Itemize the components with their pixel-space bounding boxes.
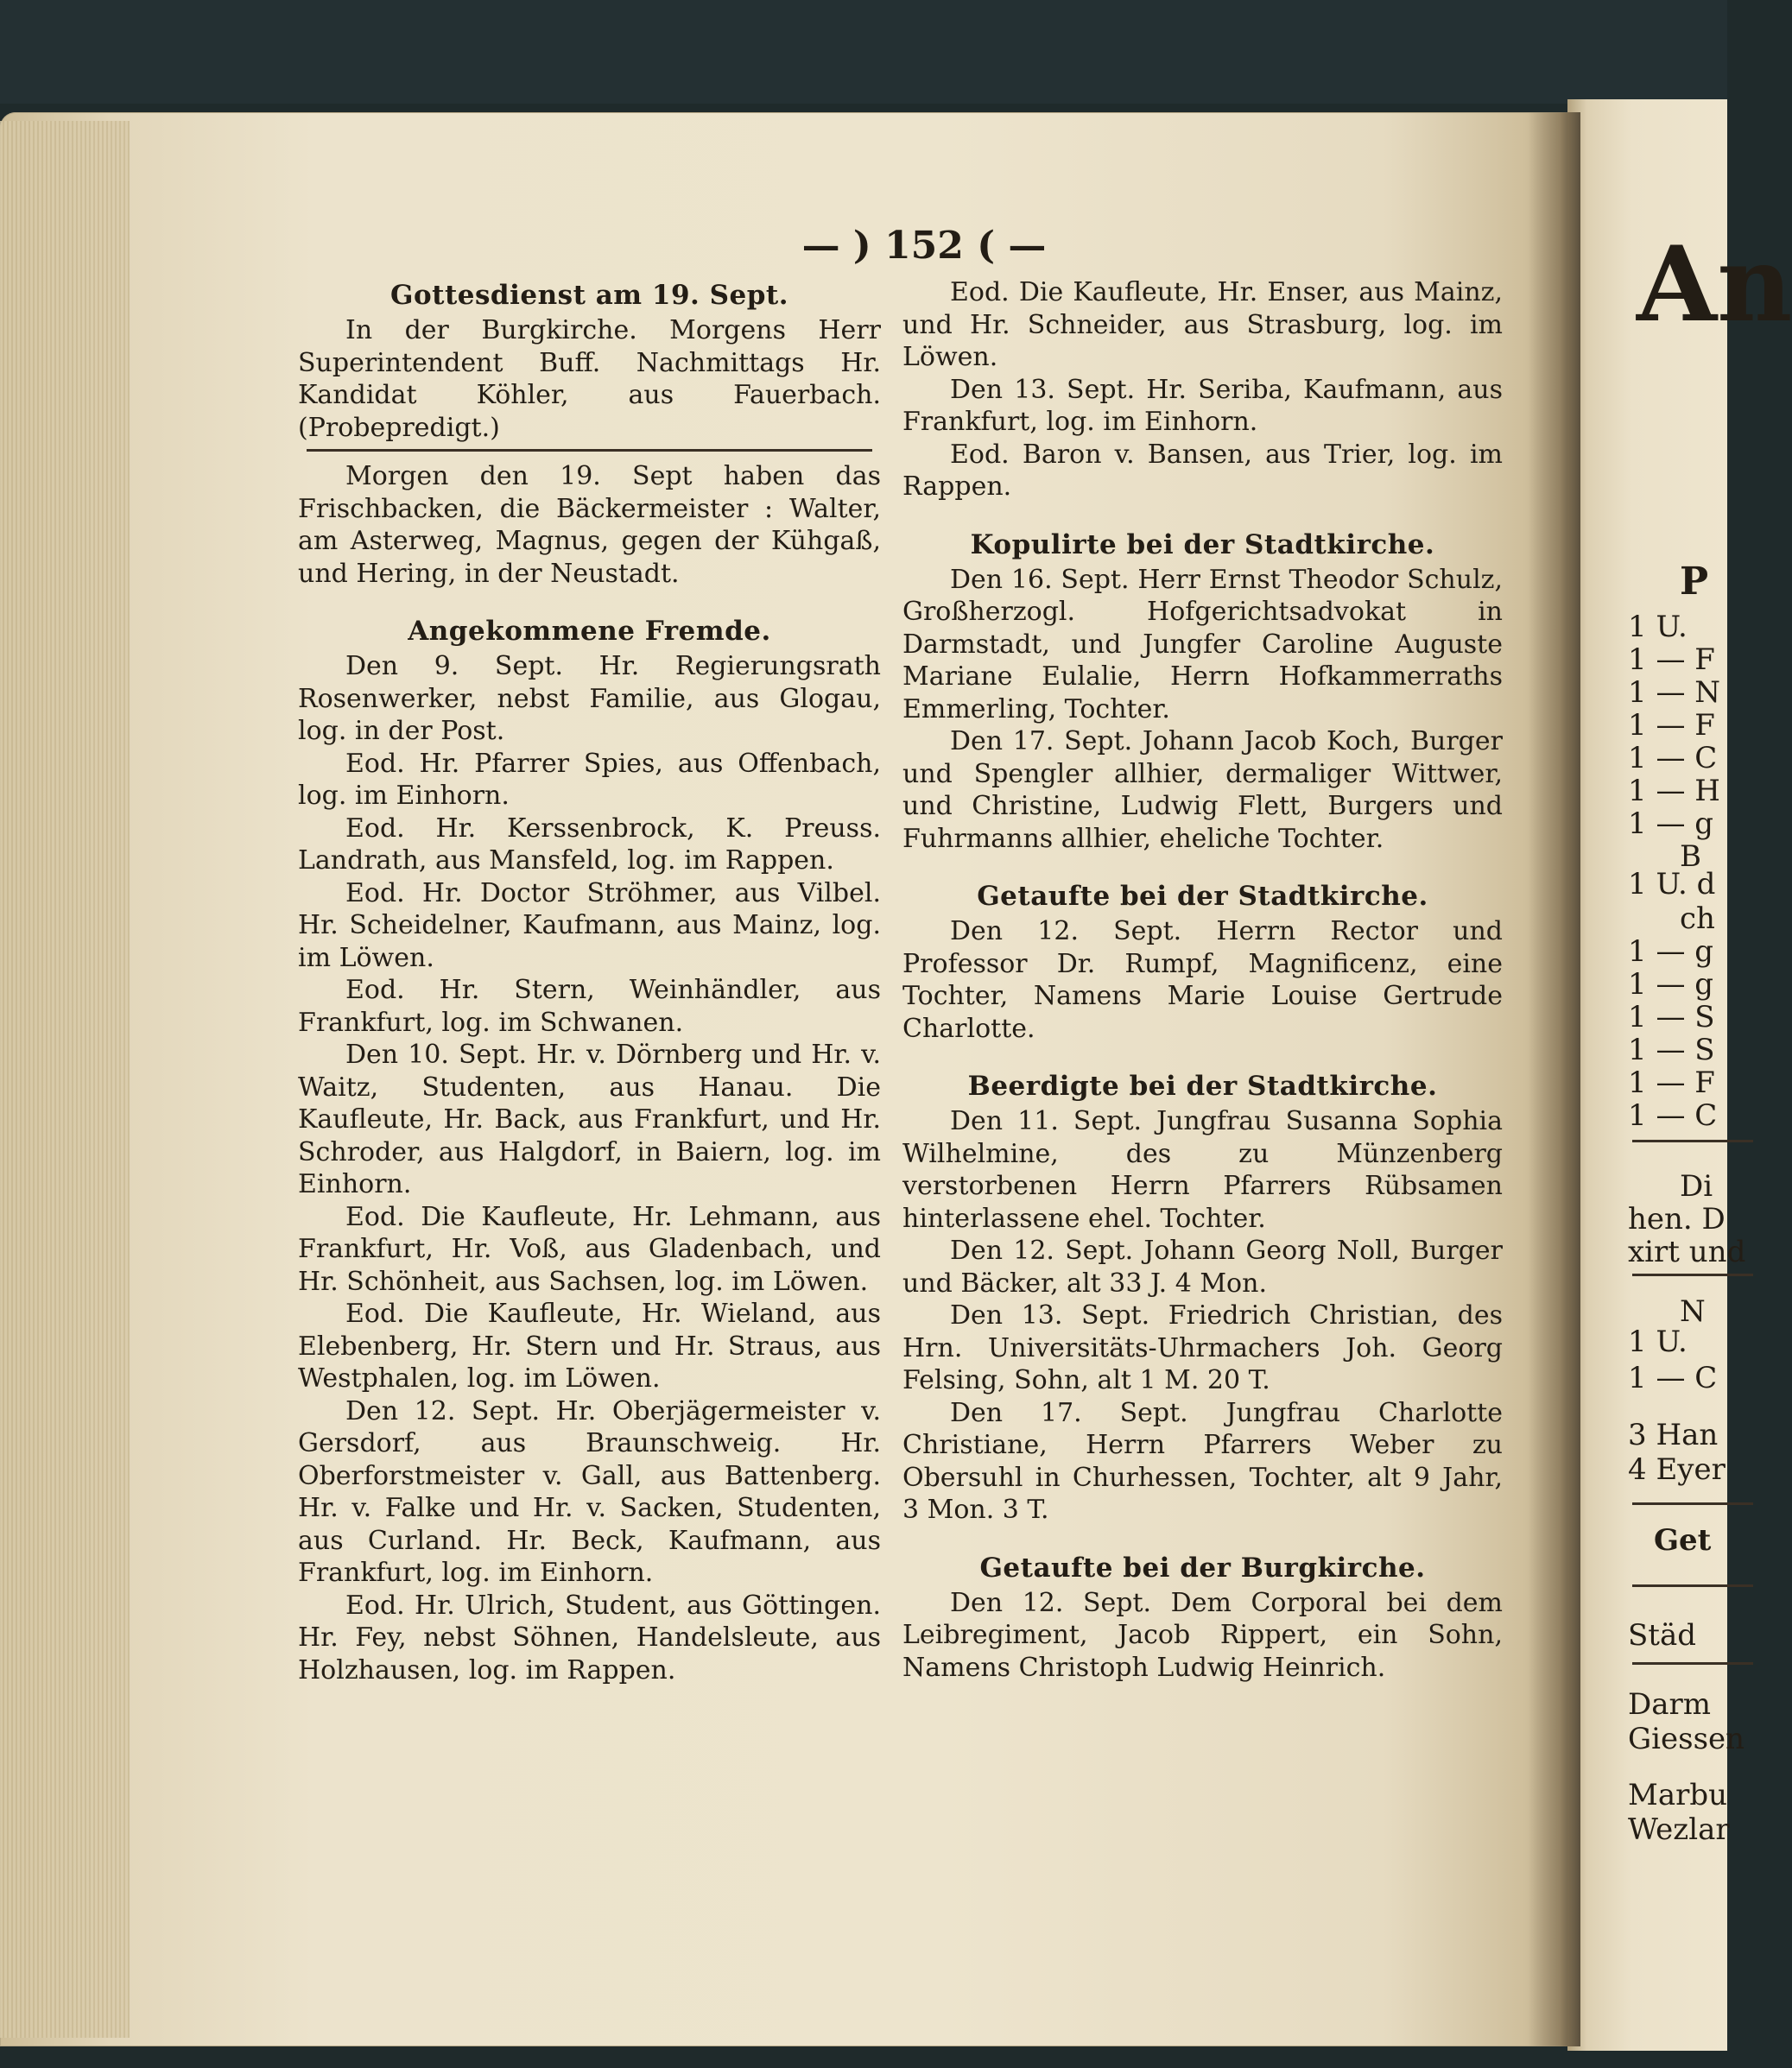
entry-paragraph: Den 11. Sept. Jungfrau Susanna Sophia Wilhelmine, des zu Münzenberg verstorbenen Herrn Pfarrers Rübsamen hinterlassene ehel. Tochter. <box>902 1106 1503 1234</box>
facing-page-line: Wezlar <box>1628 1812 1730 1847</box>
open-book <box>0 95 1792 2068</box>
facing-page-line: P <box>1680 560 1709 604</box>
entry-paragraph: Den 12. Sept. Dem Corporal bei dem Leibregiment, Jacob Rippert, ein Sohn, Namens Christoph Ludwig Heinrich. <box>902 1587 1503 1683</box>
spacer <box>902 1527 1503 1549</box>
facing-page-line: Get <box>1654 1523 1712 1558</box>
left-text-column <box>298 276 881 1686</box>
entry-paragraph: Den 12. Sept. Johann Georg Noll, Burger und Bäcker, alt 33 J. 4 Mon. <box>902 1236 1503 1299</box>
facing-page-line: Marbu <box>1628 1778 1727 1812</box>
entry-paragraph: Eod. Hr. Stern, Weinhändler, aus Frankfurt, log. im Schwanen. <box>298 975 881 1038</box>
facing-page-line: 1 — S <box>1628 1033 1715 1067</box>
facing-page-line: 1 — g <box>1628 806 1714 841</box>
facing-page-line: 1 — C <box>1628 741 1718 775</box>
book-gutter <box>1529 112 1580 2046</box>
facing-page-line: xirt und <box>1628 1235 1746 1269</box>
facing-page-rule <box>1632 1502 1753 1505</box>
section-heading: Getaufte bei der Stadtkirche. <box>977 881 1428 912</box>
entry-paragraph: Den 17. Sept. Jungfrau Charlotte Christiane, Herrn Pfarrers Weber zu Obersuhl in Churhessen, Tochter, alt 9 Jahr, 3 Mon. 3 T. <box>902 1397 1503 1525</box>
page-number: — ) 152 ( — <box>801 224 1047 268</box>
entry-paragraph: Den 13. Sept. Hr. Seriba, Kaufmann, aus Frankfurt, log. im Einhorn. <box>902 374 1503 437</box>
section-heading: Kopulirte bei der Stadtkirche. <box>970 528 1435 560</box>
section-divider <box>307 449 872 452</box>
facing-page-line: 1 — g <box>1628 967 1714 1002</box>
entry-paragraph: Morgen den 19. Sept haben das Frischbacken, die Bäckermeister : Walter, am Asterweg, Magnus, gegen der Kühgaß, und Hering, in der Neustadt. <box>298 461 881 589</box>
facing-page-line: B <box>1680 839 1701 874</box>
spacer <box>902 855 1503 877</box>
facing-page-title: An <box>1637 224 1792 345</box>
entry-paragraph: Eod. Hr. Doctor Ströhmer, aus Vilbel. Hr. Scheidelner, Kaufmann, aus Mainz, log. im Löwen. <box>298 877 881 973</box>
right-page-fragment <box>1567 99 1792 2051</box>
facing-page-line: Giessen <box>1628 1722 1745 1756</box>
facing-page-line: 1 — g <box>1628 934 1714 969</box>
section-heading: Beerdigte bei der Stadtkirche. <box>967 1071 1438 1102</box>
spacer <box>902 1045 1503 1067</box>
entry-paragraph: Eod. Die Kaufleute, Hr. Enser, aus Mainz, und Hr. Schneider, aus Strasburg, log. im Löwen. <box>902 277 1503 372</box>
spacer <box>902 503 1503 526</box>
facing-page-line: 1 — F <box>1628 708 1715 743</box>
facing-page-rule <box>1632 1274 1753 1276</box>
facing-page-line: 3 Han <box>1628 1418 1719 1452</box>
facing-page-rule <box>1632 1140 1753 1142</box>
facing-page-line: Städ <box>1628 1618 1696 1653</box>
facing-page-line: 1 — H <box>1628 774 1720 808</box>
facing-page-line: 1 U. d <box>1628 867 1716 901</box>
section-heading: Gottesdienst am 19. Sept. <box>389 280 789 311</box>
facing-page-text <box>1567 99 1792 2051</box>
facing-page-line: 1 — C <box>1628 1098 1718 1133</box>
facing-page-line: 1 — N <box>1628 675 1720 710</box>
facing-page-line: N <box>1680 1294 1706 1329</box>
right-text-column <box>902 276 1503 1684</box>
entry-paragraph: Den 12. Sept. Herrn Rector und Professor Dr. Rumpf, Magnificenz, eine Tochter, Namens Marie Louise Gertrude Charlotte. <box>902 916 1503 1044</box>
facing-page-line: 1 — S <box>1628 1000 1715 1034</box>
scan-background <box>0 0 1727 104</box>
entry-paragraph: Eod. Hr. Kerssenbrock, K. Preuss. Landrath, aus Mansfeld, log. im Rappen. <box>298 813 881 876</box>
facing-page-line: 1 — F <box>1628 642 1715 677</box>
spacer <box>298 590 881 612</box>
facing-page-line: Di <box>1680 1169 1713 1204</box>
facing-page-line: 1 — C <box>1628 1361 1718 1395</box>
page-edges <box>0 121 130 2038</box>
entry-paragraph: Den 9. Sept. Hr. Regierungsrath Rosenwerker, nebst Familie, aus Glogau, log. in der Post. <box>298 651 881 746</box>
facing-page-rule <box>1632 1662 1753 1665</box>
entry-paragraph: Eod. Die Kaufleute, Hr. Wieland, aus Elebenberg, Hr. Stern und Hr. Straus, aus Westphalen, log. im Löwen. <box>298 1299 881 1394</box>
facing-page-line: hen. D <box>1628 1202 1726 1236</box>
entry-paragraph: Eod. Hr. Pfarrer Spies, aus Offenbach, log. im Einhorn. <box>298 748 881 811</box>
entry-paragraph: Den 12. Sept. Hr. Oberjägermeister v. Gersdorf, aus Braunschweig. Hr. Oberforstmeister v. Gall, aus Battenberg. Hr. v. Falke und Hr. v. Sacken, Studenten, aus Curland. Hr. Beck, Kaufmann, aus Frankfurt, log. im Einhorn. <box>298 1395 881 1588</box>
section-heading: Angekommene Fremde. <box>408 616 771 647</box>
entry-paragraph: In der Burgkirche. Morgens Herr Superintendent Buff. Nachmittags Hr. Kandidat Köhler, aus Fauerbach. (Probepredigt.) <box>298 315 881 443</box>
facing-page-line: 4 Eyer <box>1628 1452 1726 1487</box>
entry-paragraph: Den 16. Sept. Herr Ernst Theodor Schulz, Großherzogl. Hofgerichtsadvokat in Darmstadt, und Jungfer Caroline Auguste Mariane Eulalie, Herrn Hofkammerraths Emmerling, Tochter. <box>902 564 1503 724</box>
facing-page-line: 1 — F <box>1628 1066 1715 1100</box>
section-heading: Getaufte bei der Burgkirche. <box>979 1552 1426 1584</box>
facing-page-line: 1 U. <box>1628 1325 1688 1359</box>
entry-paragraph: Den 13. Sept. Friedrich Christian, des Hrn. Universitäts-Uhrmachers Joh. Georg Felsing, Sohn, alt 1 M. 20 T. <box>902 1300 1503 1395</box>
facing-page-line: ch <box>1680 901 1715 936</box>
entry-paragraph: Eod. Die Kaufleute, Hr. Lehmann, aus Frankfurt, Hr. Voß, aus Gladenbach, und Hr. Schönheit, aus Sachsen, log. im Löwen. <box>298 1201 881 1297</box>
facing-page-rule <box>1632 1584 1753 1587</box>
entry-paragraph: Eod. Baron v. Bansen, aus Trier, log. im Rappen. <box>902 439 1503 502</box>
entry-paragraph: Eod. Hr. Ulrich, Student, aus Göttingen. Hr. Fey, nebst Söhnen, Handelsleute, aus Holzhausen, log. im Rappen. <box>298 1590 881 1685</box>
facing-page-line: 1 U. <box>1628 610 1688 644</box>
entry-paragraph: Den 10. Sept. Hr. v. Dörnberg und Hr. v. Waitz, Studenten, aus Hanau. Die Kaufleute, Hr. Back, aus Frankfurt, und Hr. Schroder, aus Halgdorf, in Baiern, log. im Einhorn. <box>298 1040 881 1199</box>
entry-paragraph: Den 17. Sept. Johann Jacob Koch, Burger und Spengler allhier, dermaliger Wittwer, und Christine, Ludwig Flett, Burgers und Fuhrmanns allhier, eheliche Tochter. <box>902 726 1503 854</box>
facing-page-line: Darm <box>1628 1687 1712 1722</box>
